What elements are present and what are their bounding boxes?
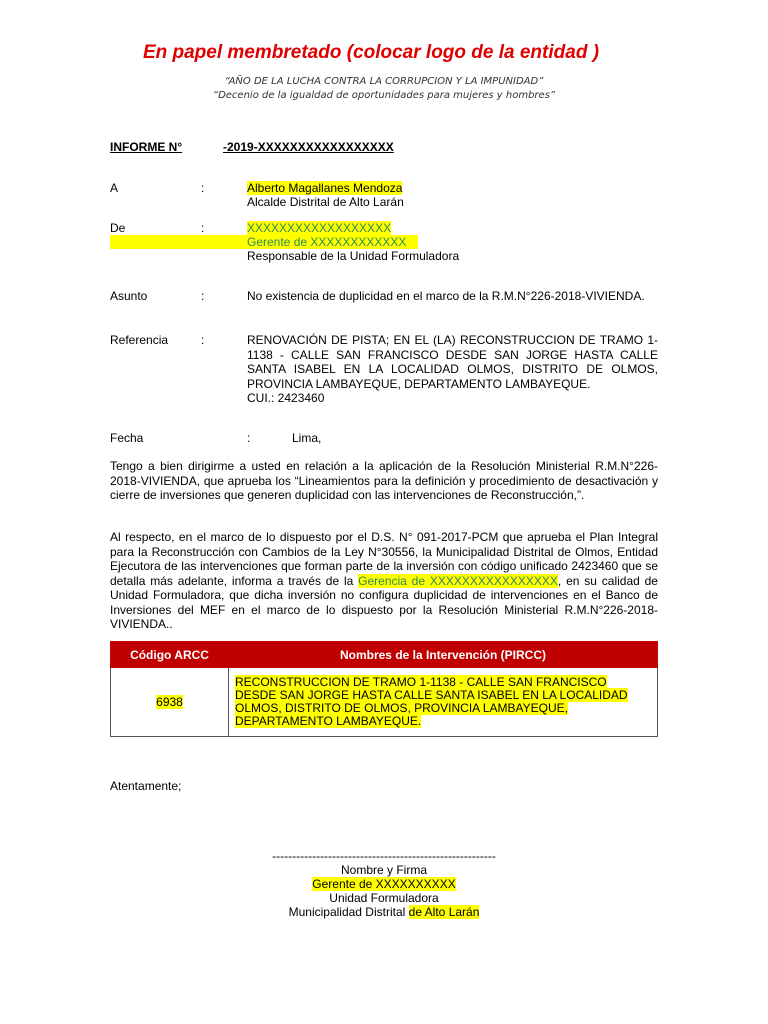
field-de-colon: : xyxy=(201,221,205,235)
field-asunto-colon: : xyxy=(201,289,205,303)
paragraph-2-part-1: Al respecto, en el marco de lo dispuesto por el D.S. N° 091-2017-PCM que aprueba el Plan Integral para la Reconstrucción con Cambios de la Ley N°30556, la Municipalidad Distrital de Olmos, Entidad Ejecutora de las intervenciones que forman parte de la inversión con código unificado 2423460 que se detalla más adelante, informa a través de la xyxy=(110,530,658,588)
field-fecha-text: Lima, xyxy=(292,431,322,445)
column-header-name: Nombres de la Intervención (PIRCC) xyxy=(229,642,658,668)
referencia-description: RENOVACIÓN DE PISTA; EN EL (LA) RECONSTRUCCION DE TRAMO 1-1138 - CALLE SAN FRANCISCO DESDE SAN JORGE HASTA CALLE SANTA ISABEL EN LA LOCALIDAD OLMOS, DISTRITO DE OLMOS, PROVINCIA LAMBAYEQUE, DEPARTAMENTO LAMBAYEQUE. xyxy=(247,333,658,391)
referencia-cui: CUI.: 2423460 xyxy=(247,391,325,405)
signature-entity-prefix: Municipalidad Distrital xyxy=(288,905,406,919)
body-paragraph-1: Tengo a bien dirigirme a usted en relación a la aplicación de la Resolución Ministerial R.M.N°226-2018-VIVIENDA, que aprueba los “Lineamientos para la definición y procedimiento de desactivación y cierre de inversiones que generen duplicidad con las intervenciones de Reconstrucción,”. xyxy=(110,459,658,502)
field-de-role: Responsable de la Unidad Formuladora xyxy=(247,249,460,263)
informe-number: -2019-XXXXXXXXXXXXXXXXX xyxy=(223,140,394,154)
field-fecha-colon: : xyxy=(247,431,251,445)
field-de-name xyxy=(247,221,391,235)
signature-entity xyxy=(0,905,768,919)
signature-position-text: Gerente de XXXXXXXXXX xyxy=(312,877,456,891)
signature-name-label: Nombre y Firma xyxy=(340,863,427,877)
field-a-name xyxy=(247,181,402,195)
letterhead-title: En papel membretado (colocar logo de la entidad ) xyxy=(142,42,600,63)
field-a-label: A xyxy=(110,181,119,195)
signature-line: -------------------------------------------------------- xyxy=(272,849,496,863)
field-asunto-text: No existencia de duplicidad en el marco de la R.M.N°226-2018-VIVIENDA. xyxy=(247,289,645,303)
paragraph-2-highlight: Gerencia de XXXXXXXXXXXXXXXX xyxy=(358,573,558,588)
code-value: 6938 xyxy=(156,695,183,709)
field-de-name-text: XXXXXXXXXXXXXXXXXX xyxy=(247,221,392,235)
interventions-table xyxy=(110,641,658,737)
field-referencia-label: Referencia xyxy=(110,333,169,347)
signature-unit: Unidad Formuladora xyxy=(329,891,439,905)
field-a-colon: : xyxy=(201,181,205,195)
closing-salutation: Atentamente; xyxy=(110,779,182,793)
field-referencia-colon: : xyxy=(201,333,205,347)
signature-position xyxy=(0,877,768,891)
paragraph-2-part-2: , en su calidad de Unidad Formuladora, que dicha inversión no configura duplicidad de intervenciones en el Banco de Inversiones del MEF en el marco de lo dispuesto por la Resolución Ministerial R.M.N°226-2018-VIVIENDA.. xyxy=(110,573,658,631)
code-cell xyxy=(111,668,229,737)
field-fecha-label: Fecha xyxy=(110,431,144,445)
field-a-position: Alcalde Distrital de Alto Larán xyxy=(247,195,404,209)
body-paragraph-2 xyxy=(110,530,658,632)
signature-entity-highlight: de Alto Larán xyxy=(408,905,480,919)
table-row xyxy=(111,668,658,737)
informe-label: INFORME N° xyxy=(110,140,183,154)
field-referencia-text xyxy=(247,333,658,406)
intervention-name: RECONSTRUCCION DE TRAMO 1-1138 - CALLE SAN FRANCISCO DESDE SAN JORGE HASTA CALLE SANTA ISABEL EN LA LOCALIDAD OLMOS, DISTRITO DE OLMOS, PROVINCIA LAMBAYEQUE, DEPARTAMENTO LAMBAYEQUE. xyxy=(235,675,628,728)
table-header-row xyxy=(111,642,658,668)
column-header-code: Código ARCC xyxy=(111,642,229,668)
year-motto: “AÑO DE LA LUCHA CONTRA LA CORRUPCION Y LA IMPUNIDAD” xyxy=(224,76,544,87)
field-de-position: Gerente de XXXXXXXXXXXX xyxy=(247,235,407,249)
field-de-label: De xyxy=(110,221,126,235)
decade-motto: “Decenio de la igualdad de oportunidades para mujeres y hombres” xyxy=(212,90,556,101)
field-asunto-label: Asunto xyxy=(110,289,148,303)
field-a-name-text: Alberto Magallanes Mendoza xyxy=(247,181,403,195)
name-cell xyxy=(229,668,658,737)
